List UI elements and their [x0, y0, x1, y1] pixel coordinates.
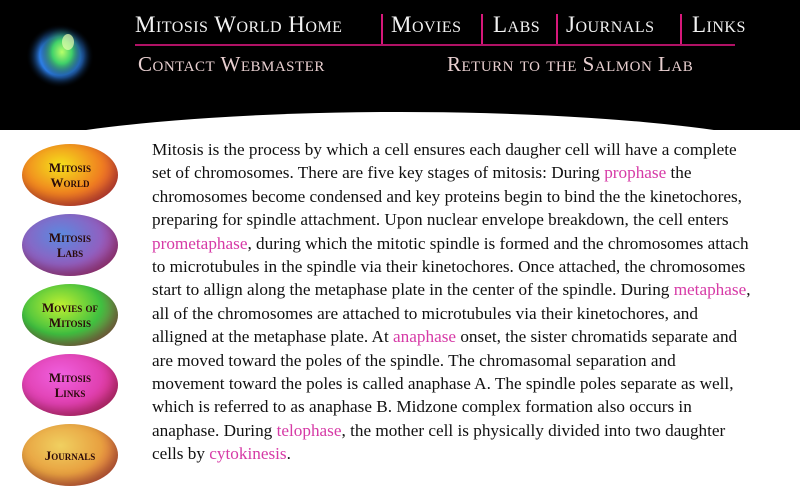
sidebar-button-label: Mitosis Links	[48, 370, 92, 400]
nav-movies-link[interactable]: Movies	[391, 12, 462, 37]
sidebar-button-mitosis-world[interactable]	[22, 144, 118, 206]
nav-journals-link[interactable]: Journals	[566, 12, 655, 37]
nav-separator	[556, 14, 558, 44]
sidebar-button-mitosis-labs[interactable]	[22, 214, 118, 276]
prophase-link[interactable]: prophase	[604, 163, 667, 183]
sidebar-button-label: Movies of Mitosis	[41, 300, 99, 330]
nav-separator	[680, 14, 682, 44]
return-salmon-lab-link[interactable]: Return to the Salmon Lab	[447, 52, 694, 76]
cytokinesis-link[interactable]: cytokinesis	[209, 444, 287, 464]
nav-links-link[interactable]: Links	[692, 12, 746, 37]
metaphase-link[interactable]: metaphase	[673, 280, 747, 300]
telophase-link[interactable]: telophase	[276, 420, 342, 440]
nav-labs-link[interactable]: Labs	[493, 12, 541, 37]
sidebar-button-journals[interactable]	[22, 424, 118, 486]
body-text: onset, the sister chromatids separate and are moved toward the poles of the spindle. The chromasomal separation and movement toward the poles is called anaphase A. The spindle poles separate as well, which is referred to as anaphase B. Midzone complex formation also occurs in anaphase. During	[152, 327, 738, 440]
body-text: .	[286, 444, 291, 464]
prometaphase-link[interactable]: prometaphase	[152, 233, 248, 253]
sidebar-button-label: Mitosis Labs	[48, 230, 92, 260]
body-text: , the mother cell is physically divided into two daughter cells by	[152, 420, 726, 464]
sidebar-button-label: Mitosis World	[48, 160, 92, 190]
header-banner	[0, 0, 800, 130]
nav-underline	[135, 44, 735, 46]
mitosis-cell-logo	[20, 12, 100, 92]
body-text: the chromosomes become condensed and key proteins begin to bind the the kinetochores, preparing for spindle attachment. Upon nuclear envelope breakdown, the cell enters	[152, 163, 742, 230]
body-text: Mitosis is the process by which a cell ensures each daugher cell will have a complete set of chromosomes. There are five key stages of mitosis: During	[152, 140, 737, 183]
sidebar-button-movies-of-mitosis[interactable]	[22, 284, 118, 346]
body-text: , during which the mitotic spindle is formed and the chromosomes attach to microtubules in the spindle via their kinetochores. Once attached, the chromosomes start to allign along the metaphase plate in the center of the spindle. During	[152, 233, 749, 300]
body-text: , all of the chromosomes are attached to microtubules via their kinetochores, and alligned at the metaphase plate. At	[152, 280, 751, 347]
anaphase-link[interactable]: anaphase	[393, 327, 457, 347]
nav-home-link[interactable]: Mitosis World Home	[135, 12, 343, 37]
nav-separator	[381, 14, 383, 44]
nav-separator	[481, 14, 483, 44]
contact-webmaster-link[interactable]: Contact Webmaster	[138, 52, 325, 76]
sidebar-button-label: Journals	[44, 447, 96, 463]
sidebar-button-mitosis-links[interactable]	[22, 354, 118, 416]
mitosis-description	[152, 138, 752, 466]
